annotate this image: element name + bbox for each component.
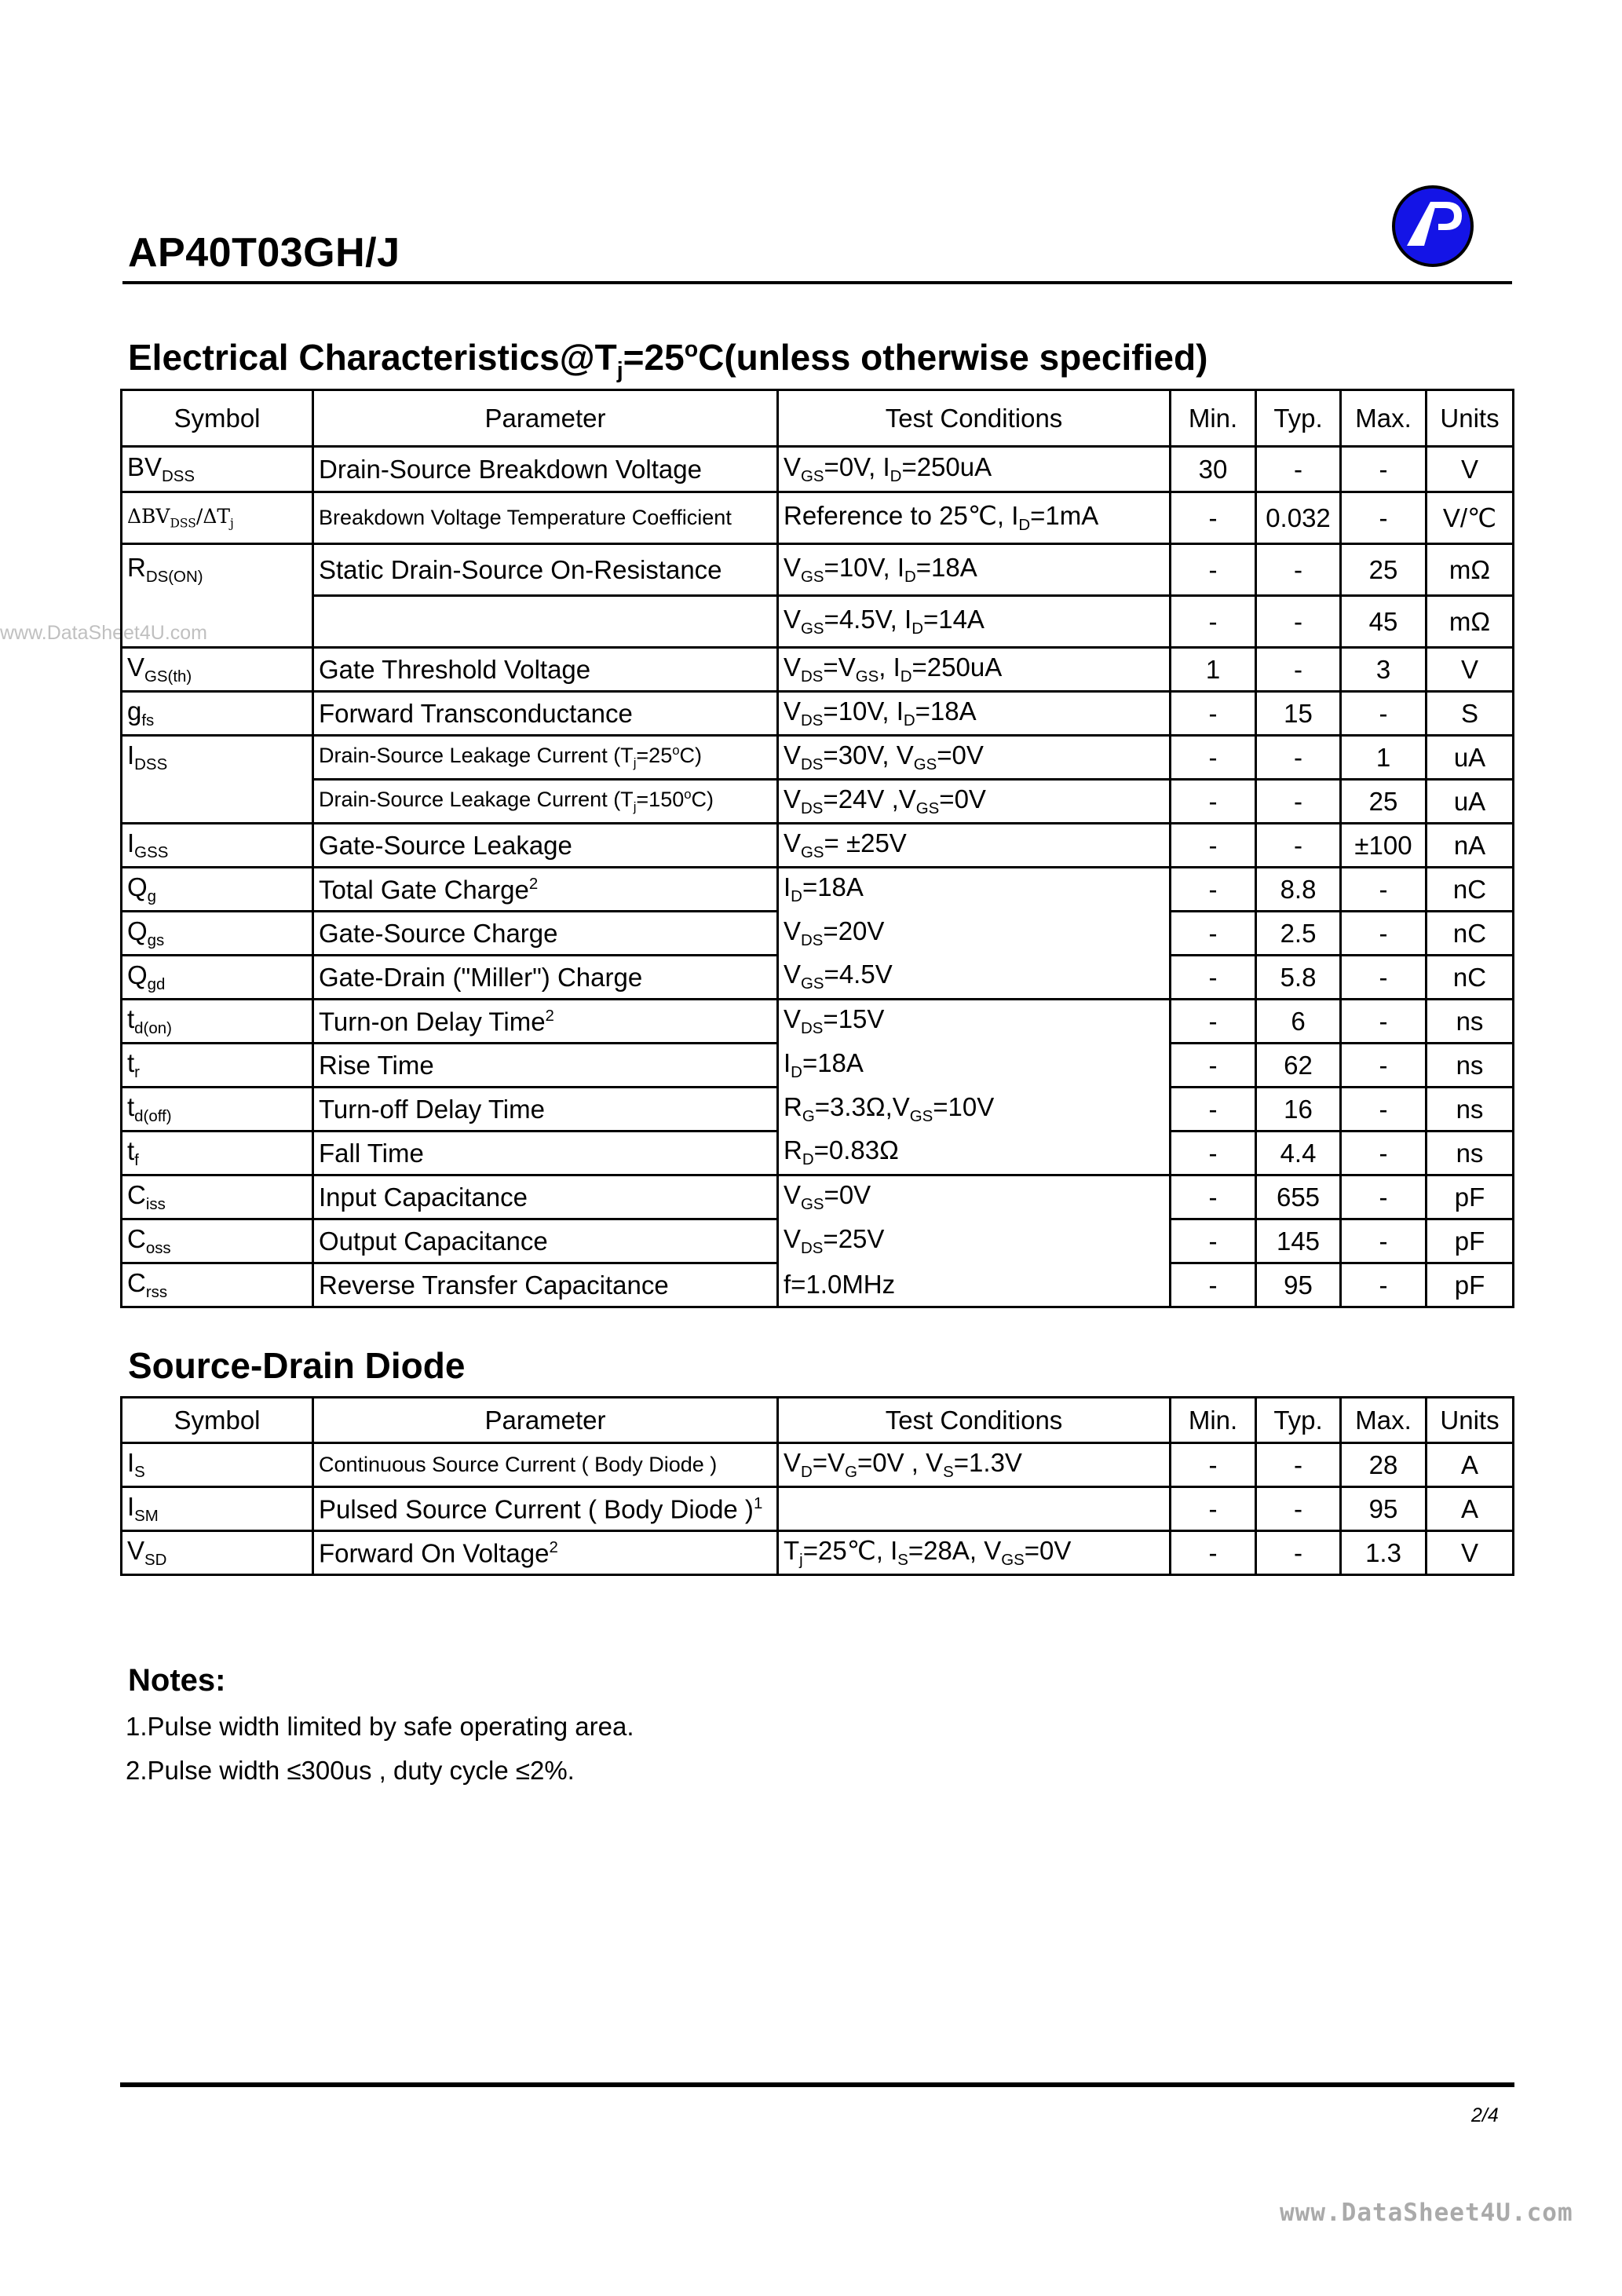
ec-row bbox=[122, 1219, 1514, 1263]
max-cell: - bbox=[1341, 1088, 1427, 1132]
units-cell: V bbox=[1427, 447, 1514, 492]
parameter-text: Continuous Source Current ( Body Diode ) bbox=[319, 1453, 718, 1476]
ec-header-parameter: Parameter bbox=[313, 390, 778, 447]
symbol-subscript: d(off) bbox=[134, 1106, 172, 1125]
symbol-subscript: GS(th) bbox=[144, 667, 192, 686]
page-number: 2/4 bbox=[1471, 2104, 1499, 2126]
max-cell: ±100 bbox=[1341, 824, 1427, 868]
symbol-subscript: GSS bbox=[134, 843, 169, 861]
conditions-cell: $V_{DS}=24V$ $,V_{GS}=0V$ bbox=[778, 780, 1171, 824]
min-cell: - bbox=[1171, 492, 1256, 544]
conditions-cell: $V_{DS}=V_{GS}$, $I_D=250uA$ bbox=[778, 648, 1171, 692]
typ-cell: 2.5 bbox=[1256, 912, 1341, 956]
max-cell: - bbox=[1341, 1000, 1427, 1044]
ec-row bbox=[122, 1132, 1514, 1175]
ec-row bbox=[122, 956, 1514, 1000]
sd-header-symbol: Symbol bbox=[122, 1398, 313, 1443]
parameter-cell bbox=[313, 868, 778, 912]
symbol-cell bbox=[122, 1263, 313, 1307]
ec-row bbox=[122, 780, 1514, 824]
parameter-cell bbox=[313, 1175, 778, 1219]
max-cell: - bbox=[1341, 956, 1427, 1000]
ec-row bbox=[122, 492, 1514, 544]
typ-cell: 4.4 bbox=[1256, 1132, 1341, 1175]
units-cell: V bbox=[1427, 648, 1514, 692]
typ-cell: - bbox=[1256, 824, 1341, 868]
conditions-cell: $V_{GS}= \pm 25V$ bbox=[778, 824, 1171, 868]
min-cell: - bbox=[1171, 824, 1256, 868]
units-cell: mΩ bbox=[1427, 544, 1514, 596]
min-cell: - bbox=[1171, 692, 1256, 736]
min-cell: - bbox=[1171, 1000, 1256, 1044]
note-1: 1.Pulse width limited by safe operating area. bbox=[126, 1712, 634, 1741]
max-cell: 1 bbox=[1341, 736, 1427, 780]
symbol-text: I bbox=[127, 1447, 135, 1477]
symbol-subscript: fs bbox=[141, 711, 155, 729]
max-cell: - bbox=[1341, 1219, 1427, 1263]
ec-row bbox=[122, 824, 1514, 868]
max-cell: 25 bbox=[1341, 780, 1427, 824]
symbol-cell bbox=[122, 780, 313, 824]
symbol-cell bbox=[122, 1088, 313, 1132]
ec-row bbox=[122, 912, 1514, 956]
symbol-text: t bbox=[127, 1135, 135, 1165]
units-cell: V/℃ bbox=[1427, 492, 1514, 544]
min-cell: - bbox=[1171, 956, 1256, 1000]
ec-row bbox=[122, 1088, 1514, 1132]
parameter-cell bbox=[313, 736, 778, 780]
conditions-cell: $T_j=25℃$, $I_S=28A$, $V_{GS}=0V$ bbox=[778, 1531, 1171, 1575]
symbol-cell bbox=[122, 492, 313, 544]
sd-header-max: Max. bbox=[1341, 1398, 1427, 1443]
ec-header-max: Max. bbox=[1341, 390, 1427, 447]
symbol-subscript: DSS bbox=[170, 515, 196, 530]
symbol-cell bbox=[122, 1175, 313, 1219]
units-cell: ns bbox=[1427, 1044, 1514, 1088]
units-cell: nC bbox=[1427, 868, 1514, 912]
units-cell: ns bbox=[1427, 1000, 1514, 1044]
symbol-cell bbox=[122, 1132, 313, 1175]
symbol-cell bbox=[122, 692, 313, 736]
symbol-subscript: DSS bbox=[162, 466, 195, 485]
min-cell: - bbox=[1171, 1175, 1256, 1219]
parameter-temp: =150 bbox=[636, 788, 685, 812]
electrical-characteristics-title: Electrical $Characteristics@T_j=25^oC(unless$ otherwise specified) bbox=[128, 336, 1208, 383]
conditions-cell: $V_{GS}=4.5V$, $I_D=14A$ bbox=[778, 596, 1171, 648]
symbol-subscript: gs bbox=[147, 930, 165, 949]
parameter-superscript: 2 bbox=[528, 874, 539, 893]
conditions-cell: $V_{DS}=20V$ bbox=[778, 912, 1171, 956]
ec-header-symbol: Symbol bbox=[122, 390, 313, 447]
symbol-cell bbox=[122, 1219, 313, 1263]
units-cell: pF bbox=[1427, 1219, 1514, 1263]
symbol-text: C bbox=[127, 1179, 146, 1209]
max-cell: - bbox=[1341, 447, 1427, 492]
parameter-tail: C) bbox=[679, 744, 703, 768]
typ-cell: 145 bbox=[1256, 1219, 1341, 1263]
typ-cell: - bbox=[1256, 1487, 1341, 1531]
symbol-subscript: S bbox=[134, 1462, 145, 1481]
conditions-cell: $I_D=18A$ bbox=[778, 868, 1171, 912]
conditions-cell: $V_{DS}=15V$ bbox=[778, 1000, 1171, 1044]
ec-row bbox=[122, 1263, 1514, 1307]
parameter-text: Gate-Drain ("Miller") Charge bbox=[319, 963, 643, 992]
units-cell: pF bbox=[1427, 1263, 1514, 1307]
parameter-tail: C) bbox=[691, 788, 714, 812]
units-cell: A bbox=[1427, 1443, 1514, 1487]
conditions-cell: $V_{GS}=4.5V$ bbox=[778, 956, 1171, 1000]
max-cell: 3 bbox=[1341, 648, 1427, 692]
units-cell: A bbox=[1427, 1487, 1514, 1531]
ec-row bbox=[122, 736, 1514, 780]
typ-cell: - bbox=[1256, 1443, 1341, 1487]
symbol-text: BV bbox=[127, 452, 163, 481]
sd-row bbox=[122, 1531, 1514, 1575]
parameter-text: Drain-Source Leakage Current (T bbox=[319, 788, 634, 812]
parameter-cell bbox=[313, 1263, 778, 1307]
sd-header-typ: Typ. bbox=[1256, 1398, 1341, 1443]
units-cell: uA bbox=[1427, 780, 1514, 824]
min-cell: - bbox=[1171, 1531, 1256, 1575]
parameter-cell bbox=[313, 1088, 778, 1132]
min-cell: - bbox=[1171, 544, 1256, 596]
symbol-subscript: gd bbox=[147, 974, 166, 993]
min-cell: - bbox=[1171, 780, 1256, 824]
parameter-cell bbox=[313, 1132, 778, 1175]
units-cell: nC bbox=[1427, 912, 1514, 956]
symbol-text: V bbox=[127, 652, 145, 682]
parameter-cell bbox=[313, 824, 778, 868]
part-number-title: AP40T03GH/J bbox=[128, 230, 400, 276]
max-cell: 45 bbox=[1341, 596, 1427, 648]
symbol-cell bbox=[122, 736, 313, 780]
symbol-text: R bbox=[127, 553, 146, 583]
parameter-cell bbox=[313, 596, 778, 648]
sd-header-parameter: Parameter bbox=[313, 1398, 778, 1443]
min-cell: 1 bbox=[1171, 648, 1256, 692]
symbol-subscript: DSS bbox=[134, 755, 168, 774]
parameter-cell bbox=[313, 780, 778, 824]
sd-header-conditions: Test Conditions bbox=[778, 1398, 1171, 1443]
ec-header-typ: Typ. bbox=[1256, 390, 1341, 447]
typ-cell: 6 bbox=[1256, 1000, 1341, 1044]
conditions-cell: $V_{DS}=10V$, $I_D=18A$ bbox=[778, 692, 1171, 736]
symbol-subscript: SM bbox=[134, 1506, 159, 1525]
parameter-text: Gate-Source Charge bbox=[319, 919, 558, 948]
parameter-text: Pulsed Source Current ( Body Diode ) bbox=[319, 1494, 754, 1524]
parameter-cell bbox=[313, 1219, 778, 1263]
min-cell: - bbox=[1171, 736, 1256, 780]
symbol-text: I bbox=[127, 1491, 135, 1521]
ec-row bbox=[122, 1175, 1514, 1219]
parameter-text: Turn-on Delay Time bbox=[319, 1007, 546, 1036]
parameter-text: Output Capacitance bbox=[319, 1227, 548, 1256]
conditions-cell: $I_D=18A$ bbox=[778, 1044, 1171, 1088]
typ-cell: 0.032 bbox=[1256, 492, 1341, 544]
parameter-text: Forward Transconductance bbox=[319, 699, 633, 728]
electrical-characteristics-table bbox=[120, 389, 1514, 1308]
min-cell: - bbox=[1171, 1088, 1256, 1132]
symbol-cell bbox=[122, 912, 313, 956]
company-logo bbox=[1390, 183, 1476, 269]
ec-row bbox=[122, 868, 1514, 912]
symbol-text: t bbox=[127, 1091, 135, 1121]
sd-row bbox=[122, 1487, 1514, 1531]
symbol-text: t bbox=[127, 1047, 135, 1077]
source-drain-diode-title: Source-Drain Diode bbox=[128, 1345, 466, 1386]
parameter-superscript: 2 bbox=[545, 1006, 554, 1025]
parameter-cell bbox=[313, 1487, 778, 1531]
symbol-cell bbox=[122, 868, 313, 912]
symbol-cell bbox=[122, 648, 313, 692]
conditions-cell: Reference to 25℃, $I_D=1mA$ bbox=[778, 492, 1171, 544]
typ-cell: - bbox=[1256, 736, 1341, 780]
min-cell: - bbox=[1171, 596, 1256, 648]
parameter-text: Breakdown Voltage Temperature Coefficient bbox=[319, 506, 732, 529]
parameter-text: Reverse Transfer Capacitance bbox=[319, 1270, 669, 1300]
ec-row bbox=[122, 544, 1514, 596]
symbol-text: C bbox=[127, 1223, 146, 1253]
symbol-cell bbox=[122, 824, 313, 868]
parameter-cell bbox=[313, 1443, 778, 1487]
typ-cell: - bbox=[1256, 447, 1341, 492]
max-cell: 1.3 bbox=[1341, 1531, 1427, 1575]
symbol-subscript: iss bbox=[145, 1194, 166, 1213]
ec-row bbox=[122, 648, 1514, 692]
ec-row bbox=[122, 1044, 1514, 1088]
parameter-text: Gate-Source Leakage bbox=[319, 831, 572, 860]
typ-cell: - bbox=[1256, 596, 1341, 648]
ec-header-units: Units bbox=[1427, 390, 1514, 447]
units-cell: nA bbox=[1427, 824, 1514, 868]
ec-header-conditions: Test Conditions bbox=[778, 390, 1171, 447]
symbol-text: ΔBV bbox=[127, 504, 170, 528]
typ-cell: 62 bbox=[1256, 1044, 1341, 1088]
parameter-cell bbox=[313, 492, 778, 544]
symbol-subscript: rss bbox=[145, 1282, 168, 1301]
parameter-cell bbox=[313, 956, 778, 1000]
max-cell: 25 bbox=[1341, 544, 1427, 596]
parameter-text: Total Gate Charge bbox=[319, 875, 529, 905]
parameter-text: Rise Time bbox=[319, 1051, 434, 1080]
conditions-cell: $V_D=V_G=0V$ , $V_S=1.3V$ bbox=[778, 1443, 1171, 1487]
symbol-subscript: r bbox=[134, 1062, 140, 1081]
min-cell: - bbox=[1171, 1443, 1256, 1487]
conditions-cell: $V_{GS}=10V$, $I_D=18A$ bbox=[778, 544, 1171, 596]
units-cell: ns bbox=[1427, 1088, 1514, 1132]
parameter-cell bbox=[313, 1000, 778, 1044]
min-cell: - bbox=[1171, 1487, 1256, 1531]
units-cell: ns bbox=[1427, 1132, 1514, 1175]
ec-row bbox=[122, 596, 1514, 648]
conditions-cell: $V_{GS}=0V$, $I_D=250uA$ bbox=[778, 447, 1171, 492]
sd-header-units: Units bbox=[1427, 1398, 1514, 1443]
typ-cell: 16 bbox=[1256, 1088, 1341, 1132]
symbol-cell bbox=[122, 1487, 313, 1531]
ec-row bbox=[122, 1000, 1514, 1044]
symbol-text: Q bbox=[127, 916, 148, 945]
conditions-cell bbox=[778, 1487, 1171, 1531]
symbol-text: V bbox=[127, 1535, 145, 1565]
symbol-subscript: d(on) bbox=[134, 1018, 172, 1037]
parameter-cell bbox=[313, 692, 778, 736]
parameter-cell bbox=[313, 1044, 778, 1088]
parameter-text: Input Capacitance bbox=[319, 1183, 528, 1212]
typ-cell: - bbox=[1256, 648, 1341, 692]
ec-row bbox=[122, 447, 1514, 492]
typ-cell: - bbox=[1256, 1531, 1341, 1575]
symbol-subscript: g bbox=[147, 887, 157, 905]
symbol-subscript: f bbox=[134, 1150, 139, 1169]
parameter-temp: =25 bbox=[636, 744, 673, 768]
units-cell: mΩ bbox=[1427, 596, 1514, 648]
symbol-cell bbox=[122, 447, 313, 492]
conditions-cell: $R_G=3.3\Omega,V_{GS}=10V$ bbox=[778, 1088, 1171, 1132]
parameter-cell bbox=[313, 447, 778, 492]
min-cell: - bbox=[1171, 868, 1256, 912]
max-cell: - bbox=[1341, 492, 1427, 544]
max-cell: 95 bbox=[1341, 1487, 1427, 1531]
symbol-cell bbox=[122, 1443, 313, 1487]
min-cell: - bbox=[1171, 1044, 1256, 1088]
max-cell: - bbox=[1341, 912, 1427, 956]
parameter-text: Drain-Source Leakage Current (T bbox=[319, 744, 634, 768]
parameter-text: Static Drain-Source On-Resistance bbox=[319, 555, 722, 584]
parameter-superscript: 1 bbox=[753, 1493, 763, 1512]
symbol-text: t bbox=[127, 1004, 135, 1033]
max-cell: - bbox=[1341, 1175, 1427, 1219]
symbol-subscript: SD bbox=[144, 1550, 167, 1569]
min-cell: - bbox=[1171, 1132, 1256, 1175]
symbol-text: C bbox=[127, 1267, 146, 1297]
typ-cell: 5.8 bbox=[1256, 956, 1341, 1000]
max-cell: 28 bbox=[1341, 1443, 1427, 1487]
conditions-cell: $V_{DS}=25V$ bbox=[778, 1219, 1171, 1263]
parameter-subscript: j bbox=[633, 755, 637, 771]
note-2: 2.Pulse width ≤300us , duty cycle ≤2%. bbox=[126, 1756, 575, 1785]
symbol-text: I bbox=[127, 740, 135, 770]
units-cell: uA bbox=[1427, 736, 1514, 780]
symbol-cell bbox=[122, 544, 313, 596]
parameter-superscript: o bbox=[672, 743, 680, 759]
typ-cell: 15 bbox=[1256, 692, 1341, 736]
symbol-subscript: DS(ON) bbox=[145, 568, 203, 587]
header-rule bbox=[122, 281, 1512, 284]
parameter-text: Fall Time bbox=[319, 1139, 424, 1168]
conditions-cell: $V_{DS}=30V$, $V_{GS}=0V$ bbox=[778, 736, 1171, 780]
source-drain-diode-table bbox=[120, 1396, 1514, 1576]
max-cell: - bbox=[1341, 692, 1427, 736]
sd-header-min: Min. bbox=[1171, 1398, 1256, 1443]
parameter-superscript: o bbox=[684, 787, 692, 803]
units-cell: S bbox=[1427, 692, 1514, 736]
max-cell: - bbox=[1341, 1132, 1427, 1175]
sd-header-row bbox=[122, 1398, 1514, 1443]
sd-row bbox=[122, 1443, 1514, 1487]
ec-header-min: Min. bbox=[1171, 390, 1256, 447]
symbol-cell bbox=[122, 1531, 313, 1575]
conditions-cell: $V_{GS}=0V$ bbox=[778, 1175, 1171, 1219]
parameter-cell bbox=[313, 912, 778, 956]
symbol-subscript: oss bbox=[145, 1238, 171, 1257]
symbol-cell bbox=[122, 956, 313, 1000]
parameter-cell bbox=[313, 544, 778, 596]
conditions-cell: $R_D=0.83\Omega$ bbox=[778, 1132, 1171, 1175]
parameter-cell bbox=[313, 648, 778, 692]
symbol-cell bbox=[122, 596, 313, 648]
notes-title: Notes: bbox=[128, 1663, 226, 1698]
conditions-cell: f=1.0MHz bbox=[778, 1263, 1171, 1307]
symbol-cell bbox=[122, 1044, 313, 1088]
symbol-subscript: j bbox=[230, 515, 234, 530]
symbol-text: g bbox=[127, 696, 142, 726]
max-cell: - bbox=[1341, 868, 1427, 912]
max-cell: - bbox=[1341, 1263, 1427, 1307]
watermark-left: www.DataSheet4U.com bbox=[0, 622, 208, 644]
symbol-text: Q bbox=[127, 872, 148, 901]
units-cell: pF bbox=[1427, 1175, 1514, 1219]
typ-cell: 8.8 bbox=[1256, 868, 1341, 912]
typ-cell: - bbox=[1256, 544, 1341, 596]
typ-cell: - bbox=[1256, 780, 1341, 824]
symbol-text: /ΔT bbox=[195, 504, 231, 528]
ec-header-row bbox=[122, 390, 1514, 447]
parameter-text: Forward On Voltage bbox=[319, 1538, 550, 1568]
typ-cell: 655 bbox=[1256, 1175, 1341, 1219]
units-cell: nC bbox=[1427, 956, 1514, 1000]
parameter-text: Gate Threshold Voltage bbox=[319, 655, 591, 684]
typ-cell: 95 bbox=[1256, 1263, 1341, 1307]
min-cell: - bbox=[1171, 912, 1256, 956]
units-cell: V bbox=[1427, 1531, 1514, 1575]
symbol-text: Q bbox=[127, 960, 148, 989]
parameter-subscript: j bbox=[633, 799, 637, 815]
footer-rule bbox=[120, 2082, 1514, 2087]
parameter-superscript: 2 bbox=[549, 1537, 558, 1556]
max-cell: - bbox=[1341, 1044, 1427, 1088]
parameter-text: Drain-Source Breakdown Voltage bbox=[319, 455, 702, 484]
min-cell: - bbox=[1171, 1219, 1256, 1263]
min-cell: 30 bbox=[1171, 447, 1256, 492]
symbol-text: I bbox=[127, 828, 135, 857]
watermark-bottom: www.DataSheet4U.com bbox=[1280, 2199, 1573, 2227]
ec-row bbox=[122, 692, 1514, 736]
parameter-text: Turn-off Delay Time bbox=[319, 1095, 545, 1124]
symbol-cell bbox=[122, 1000, 313, 1044]
parameter-cell bbox=[313, 1531, 778, 1575]
min-cell: - bbox=[1171, 1263, 1256, 1307]
